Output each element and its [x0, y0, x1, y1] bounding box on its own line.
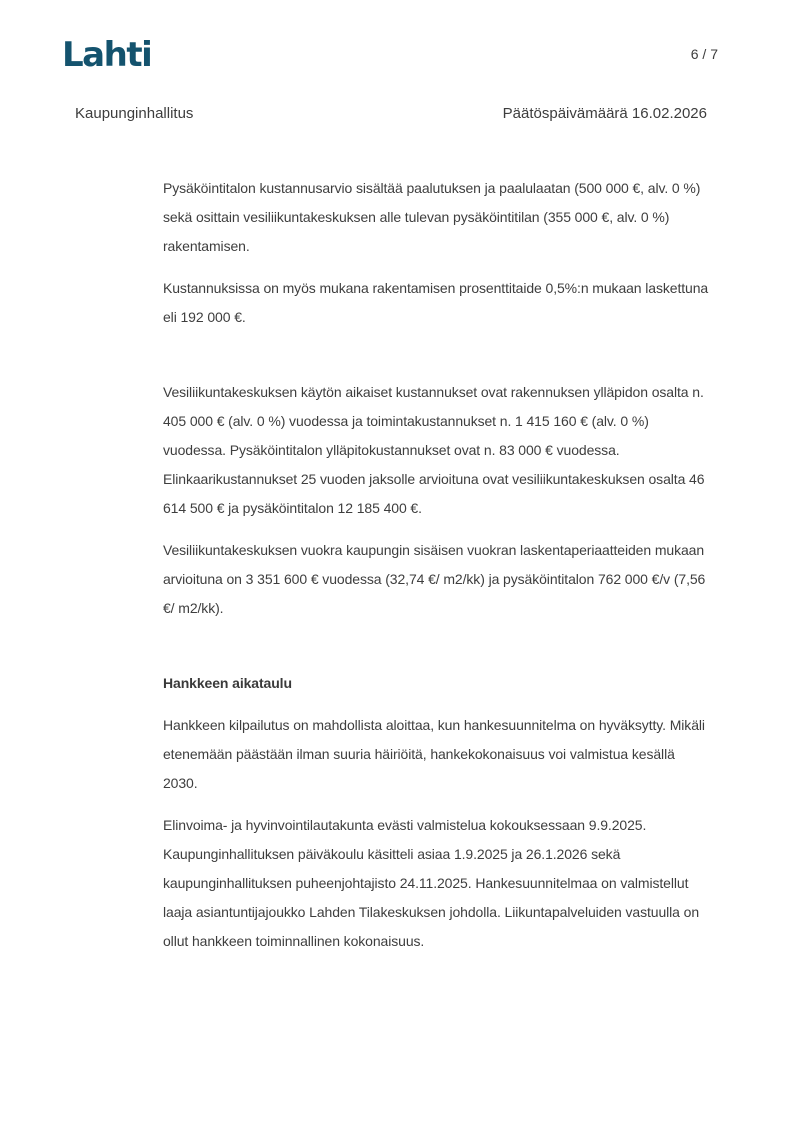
lahti-logo: Lahti [62, 35, 152, 75]
document-body [163, 174, 709, 969]
header-decision-date: Päätöspäivämäärä 16.02.2026 [502, 105, 707, 122]
page-number: 6 / 7 [690, 46, 718, 62]
paragraph-tendering: Hankkeen kilpailutus on mahdollista aloittaa, kun hankesuunnitelma on hyväksytty. Mikäli etenemään päästään ilman suuria häiriöitä, hankekokonaisuus voi valmistua kesällä 2030. [163, 717, 705, 791]
paragraph-percent-art: Kustannuksissa on myös mukana rakentamisen prosenttitaide 0,5%:n mukaan laskettuna eli 192 000 €. [163, 280, 709, 325]
paragraph-rent: Vesiliikuntakeskuksen vuokra kaupungin sisäisen vuokran laskentaperiaatteiden mukaan arvioituna on 3 351 600 € vuodessa (32,74 €/ m2/kk) ja pysäköintitalon 762 000 €/v (7,56 €/ m2/kk). [163, 542, 706, 616]
paragraph-operating-costs: Vesiliikuntakeskuksen käytön aikaiset kustannukset ovat rakennuksen ylläpidon osalta n. 405 000 € (alv. 0 %) vuodessa ja toimintakustannukset n. 1 415 160 € (alv. 0 %) vuodessa. Pysäköintitalon ylläpitokustannukset ovat n. 83 000 € vuodessa. Elinkaarikustannukset 25 vuoden jaksolle arvioituna ovat vesiliikuntakeskuksen osalta 46 614 500 € ja pysäköintitalon 12 185 400 €. [163, 384, 705, 516]
document-header [75, 105, 707, 122]
header-organization: Kaupunginhallitus [75, 105, 194, 122]
section-heading-schedule: Hankkeen aikataulu [163, 675, 292, 691]
paragraph-cost-estimate: Pysäköintitalon kustannusarvio sisältää paalutuksen ja paalulaatan (500 000 €, alv. 0 %) sekä osittain vesiliikuntakeskuksen alle tulevan pysäköintitilan (355 000 €, alv. 0 %) rakentamisen. [163, 180, 701, 254]
paragraph-preparation-history: Elinvoima- ja hyvinvointilautakunta evästi valmistelua kokouksessaan 9.9.2025. Kaupunginhallituksen päiväkoulu käsitteli asiaa 1.9.2025 ja 26.1.2026 sekä kaupunginhallituksen puheenjohtajisto 24.11.2025. Hankesuunnitelmaa on valmistellut laaja asiantuntijajoukko Lahden Tilakeskuksen johdolla. Liikuntapalveluiden vastuulla on ollut hankkeen toiminnallinen kokonaisuus. [163, 817, 700, 949]
